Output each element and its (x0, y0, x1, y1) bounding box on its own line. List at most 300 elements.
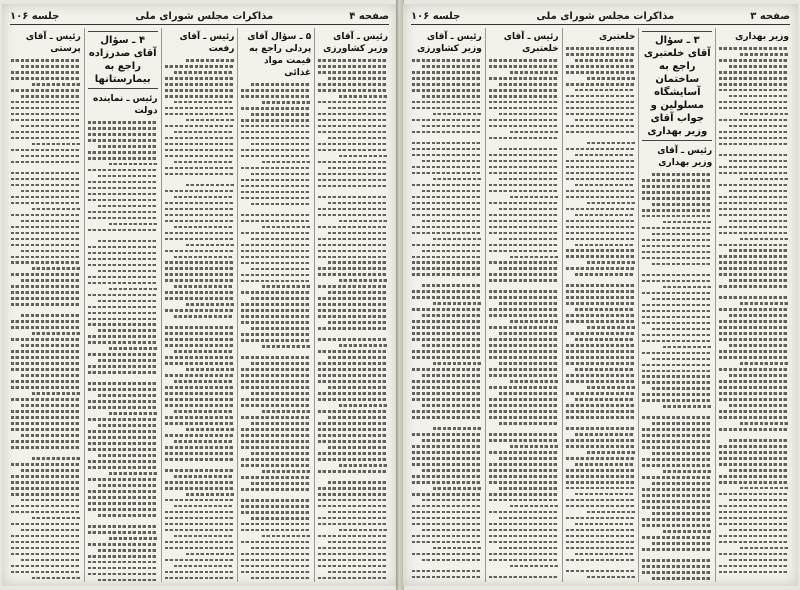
text-line (719, 89, 789, 92)
text-line (566, 541, 636, 544)
text-line (88, 151, 158, 154)
text-line (566, 71, 636, 74)
text-line (165, 137, 235, 140)
text-line (489, 226, 559, 229)
text-line (489, 576, 559, 579)
text-line (489, 553, 559, 556)
text-line (262, 470, 311, 473)
text-line (241, 404, 311, 407)
text-line (489, 433, 559, 436)
text-line (241, 250, 311, 253)
text-line (566, 131, 636, 134)
text-line (11, 71, 81, 74)
text-line (422, 469, 482, 472)
text-line (566, 332, 636, 335)
text-line (165, 452, 235, 455)
text-line (165, 95, 235, 98)
text-line (328, 321, 388, 324)
text-line (719, 71, 789, 74)
text-line (652, 452, 712, 455)
text-line (174, 440, 234, 443)
text-line (318, 470, 388, 473)
text-line (489, 344, 559, 347)
text-line (186, 244, 235, 247)
text-line (719, 320, 789, 323)
column-heading: وزیر بهداری (735, 32, 789, 42)
text-line (241, 356, 311, 359)
text-line (318, 392, 388, 395)
text-line (241, 262, 311, 265)
text-line (642, 571, 712, 574)
text-line (489, 398, 559, 401)
text-line (663, 346, 712, 349)
text-line (412, 505, 482, 508)
text-line (318, 273, 388, 276)
text-line (11, 565, 81, 568)
text-line (412, 273, 482, 276)
text-line (412, 356, 482, 359)
text-line (575, 523, 635, 526)
text-line (642, 446, 712, 449)
text-line (566, 362, 636, 365)
text-line (21, 469, 81, 472)
text-line (241, 416, 311, 419)
text-line (165, 220, 235, 223)
text-line (186, 303, 235, 306)
text-line (566, 350, 636, 353)
text-line (318, 547, 388, 550)
text-line (32, 457, 81, 460)
text-line (318, 428, 388, 431)
text-line (642, 280, 712, 283)
text-line (88, 121, 158, 124)
text-line (165, 190, 235, 193)
text-line (412, 208, 482, 211)
text-line (489, 416, 559, 419)
text-line (174, 565, 234, 568)
text-line (98, 175, 158, 178)
text-line (566, 249, 636, 252)
text-line (412, 451, 482, 454)
text-line (642, 565, 712, 568)
text-line (21, 190, 81, 193)
text-line (412, 338, 482, 341)
text-line (510, 196, 559, 199)
text-line (241, 386, 311, 389)
text-line (21, 529, 81, 532)
text-line (11, 232, 81, 235)
text-line (489, 535, 559, 538)
text-line (88, 460, 158, 463)
text-line (719, 541, 789, 544)
text-line (719, 232, 789, 235)
text-line (251, 113, 311, 116)
text-line (575, 119, 635, 122)
text-line (719, 273, 789, 276)
text-line (642, 416, 712, 419)
text-line (422, 314, 482, 317)
text-line (318, 214, 388, 217)
text-line (489, 160, 559, 163)
text-line (11, 326, 81, 329)
text-line (587, 202, 636, 205)
text-line (499, 208, 559, 211)
text-line (11, 149, 81, 152)
text-line (241, 398, 311, 401)
text-line (241, 505, 311, 508)
right-header-title: مذاکرات مجلس شورای ملی (536, 10, 675, 22)
text-line (642, 322, 712, 325)
text-line (165, 155, 235, 158)
text-line (575, 184, 635, 187)
text-line (241, 197, 311, 200)
text-line (109, 347, 158, 350)
text-line (729, 529, 789, 532)
column-heading: رئیس ـ آقای وزیر بهداری (657, 146, 713, 168)
text-line (566, 529, 636, 532)
text-line (174, 475, 234, 478)
text-line (566, 410, 636, 413)
right-column-1 (715, 28, 792, 582)
text-line (566, 148, 636, 151)
left-page-label: صفحه ۴ (349, 10, 389, 22)
text-line (251, 83, 311, 86)
text-line (241, 368, 311, 371)
text-line (719, 392, 789, 395)
text-line (566, 499, 636, 502)
text-line (489, 279, 559, 282)
text-line (719, 356, 789, 359)
text-line (489, 356, 559, 359)
text-line (412, 481, 482, 484)
text-line (98, 145, 158, 148)
text-line (109, 537, 158, 540)
text-line (318, 101, 388, 104)
text-line (652, 577, 712, 580)
text-line (21, 65, 81, 68)
text-line (251, 203, 311, 206)
text-line (719, 285, 789, 288)
text-line (719, 202, 789, 205)
text-line (566, 267, 636, 270)
text-line (11, 320, 81, 323)
text-line (165, 529, 235, 532)
text-line (489, 65, 559, 68)
text-line (642, 310, 712, 313)
text-line (412, 570, 482, 573)
text-line (489, 475, 559, 478)
text-line (489, 125, 559, 128)
text-line (88, 561, 158, 564)
column-heading: رئیس ـ آقای خلعتبری (503, 32, 559, 54)
text-line (489, 95, 559, 98)
text-line (11, 380, 81, 383)
text-line (719, 517, 789, 520)
text-line (241, 321, 311, 324)
column-heading: رئیس ـ آقای رفعت (179, 32, 235, 54)
text-line (412, 244, 482, 247)
text-line (642, 375, 712, 378)
text-line (412, 261, 482, 264)
text-line (11, 196, 81, 199)
text-line (11, 172, 81, 175)
text-line (251, 577, 311, 580)
text-line (251, 422, 311, 425)
text-line (88, 276, 158, 279)
text-line (412, 290, 482, 293)
text-line (652, 173, 712, 176)
text-line (719, 143, 789, 146)
text-line (719, 428, 789, 431)
text-line (642, 274, 712, 277)
text-line (165, 446, 235, 449)
text-line (412, 523, 482, 526)
text-line (241, 303, 311, 306)
text-line (328, 232, 388, 235)
text-line (88, 341, 158, 344)
text-line (318, 208, 388, 211)
text-line (11, 553, 81, 556)
text-line (251, 547, 311, 550)
text-line (412, 332, 482, 335)
text-line (165, 125, 235, 128)
text-line (165, 511, 235, 514)
text-line (499, 238, 559, 241)
text-line (489, 511, 559, 514)
text-line (652, 542, 712, 545)
text-line (642, 370, 712, 373)
text-line (165, 392, 235, 395)
text-line (339, 155, 388, 158)
text-line (318, 196, 388, 199)
text-line (433, 362, 482, 365)
text-line (422, 250, 482, 253)
text-line (318, 226, 388, 229)
text-line (241, 137, 311, 140)
text-line (165, 267, 235, 270)
text-line (510, 131, 559, 134)
text-line (729, 249, 789, 252)
text-line (510, 71, 559, 74)
text-line (88, 496, 158, 499)
text-line (740, 302, 789, 305)
text-line (88, 371, 158, 374)
text-line (241, 119, 311, 122)
text-line (165, 398, 235, 401)
text-line (11, 261, 81, 264)
text-line (719, 463, 789, 466)
text-line (328, 107, 388, 110)
text-line (318, 517, 388, 520)
text-line (88, 264, 158, 267)
text-line (11, 440, 81, 443)
right-column-2 (638, 28, 715, 582)
text-line (32, 517, 81, 520)
text-line (566, 166, 636, 169)
text-line (642, 245, 712, 248)
text-line (412, 77, 482, 80)
text-line (165, 404, 235, 407)
text-line (21, 344, 81, 347)
text-line (318, 440, 388, 443)
text-line (251, 143, 311, 146)
text-line (318, 83, 388, 86)
text-line (11, 119, 81, 122)
text-line (339, 344, 388, 347)
text-line (489, 559, 559, 562)
text-line (165, 113, 235, 116)
text-line (719, 481, 789, 484)
text-line (566, 47, 636, 50)
text-line (32, 83, 81, 86)
text-line (328, 541, 388, 544)
text-line (88, 258, 158, 261)
text-line (318, 173, 388, 176)
text-line (174, 161, 234, 164)
text-line (566, 296, 636, 299)
text-line (719, 59, 789, 62)
text-line (412, 267, 482, 270)
text-line (489, 77, 559, 80)
text-line (11, 410, 81, 413)
text-line (11, 244, 81, 247)
text-line (165, 309, 235, 312)
text-line (241, 499, 311, 502)
text-line (11, 523, 81, 526)
text-line (489, 368, 559, 371)
text-line (241, 191, 311, 194)
text-line (566, 481, 636, 484)
text-line (88, 282, 158, 285)
text-line (412, 214, 482, 217)
text-line (489, 374, 559, 377)
text-line (499, 422, 559, 425)
text-line (88, 217, 158, 220)
text-line (489, 410, 559, 413)
text-line (165, 214, 235, 217)
text-line (21, 95, 81, 98)
text-line (88, 365, 158, 368)
text-line (88, 306, 158, 309)
text-line (719, 338, 789, 341)
text-line (98, 424, 158, 427)
text-line (165, 291, 235, 294)
text-line (318, 250, 388, 253)
text-line (642, 251, 712, 254)
text-line (510, 380, 559, 383)
text-line (174, 350, 234, 353)
text-line (575, 433, 635, 436)
text-line (21, 220, 81, 223)
text-line (566, 487, 636, 490)
text-line (489, 386, 559, 389)
text-line (32, 267, 81, 270)
text-line (11, 368, 81, 371)
text-line (719, 296, 789, 299)
text-line (729, 190, 789, 193)
text-line (412, 433, 482, 436)
text-line (489, 107, 559, 110)
text-line (11, 178, 81, 181)
text-line (241, 89, 311, 92)
text-line (663, 221, 712, 224)
text-line (251, 517, 311, 520)
text-line (740, 487, 789, 490)
text-line (318, 565, 388, 568)
text-line (318, 374, 388, 377)
text-line (241, 380, 311, 383)
text-line (88, 406, 158, 409)
text-line (165, 250, 235, 253)
text-line (262, 345, 311, 348)
text-line (174, 71, 234, 74)
text-line (262, 535, 311, 538)
right-page (403, 4, 798, 586)
text-line (318, 499, 388, 502)
text-line (489, 481, 559, 484)
text-line (318, 179, 388, 182)
text-line (489, 529, 559, 532)
text-line (422, 284, 482, 287)
text-line (652, 233, 712, 236)
text-line (510, 320, 559, 323)
text-line (719, 83, 789, 86)
text-line (165, 458, 235, 461)
text-line (719, 226, 789, 229)
text-line (318, 410, 388, 413)
text-line (412, 101, 482, 104)
text-line (88, 508, 158, 511)
text-line (11, 161, 81, 164)
text-line (412, 326, 482, 329)
text-line (88, 567, 158, 570)
text-line (422, 529, 482, 532)
text-line (642, 434, 712, 437)
text-line (174, 315, 234, 318)
text-line (32, 208, 81, 211)
text-line (719, 131, 789, 134)
text-line (719, 107, 789, 110)
text-line (433, 302, 482, 305)
text-line (318, 71, 388, 74)
text-line (241, 232, 311, 235)
text-line (174, 226, 234, 229)
text-line (98, 270, 158, 273)
text-line (719, 493, 789, 496)
text-line (412, 119, 482, 122)
text-line (422, 439, 482, 442)
text-line (88, 312, 158, 315)
text-line (642, 440, 712, 443)
text-line (328, 261, 388, 264)
text-line (11, 493, 81, 496)
text-line (566, 125, 636, 128)
text-line (318, 256, 388, 259)
text-line (412, 71, 482, 74)
text-line (642, 381, 712, 384)
text-line (11, 238, 81, 241)
text-line (412, 398, 482, 401)
text-line (165, 541, 235, 544)
text-line (663, 530, 712, 533)
text-line (652, 203, 712, 206)
text-line (499, 547, 559, 550)
text-line (11, 101, 81, 104)
text-line (566, 416, 636, 419)
text-line (566, 547, 636, 550)
text-line (566, 160, 636, 163)
text-line (241, 179, 311, 182)
